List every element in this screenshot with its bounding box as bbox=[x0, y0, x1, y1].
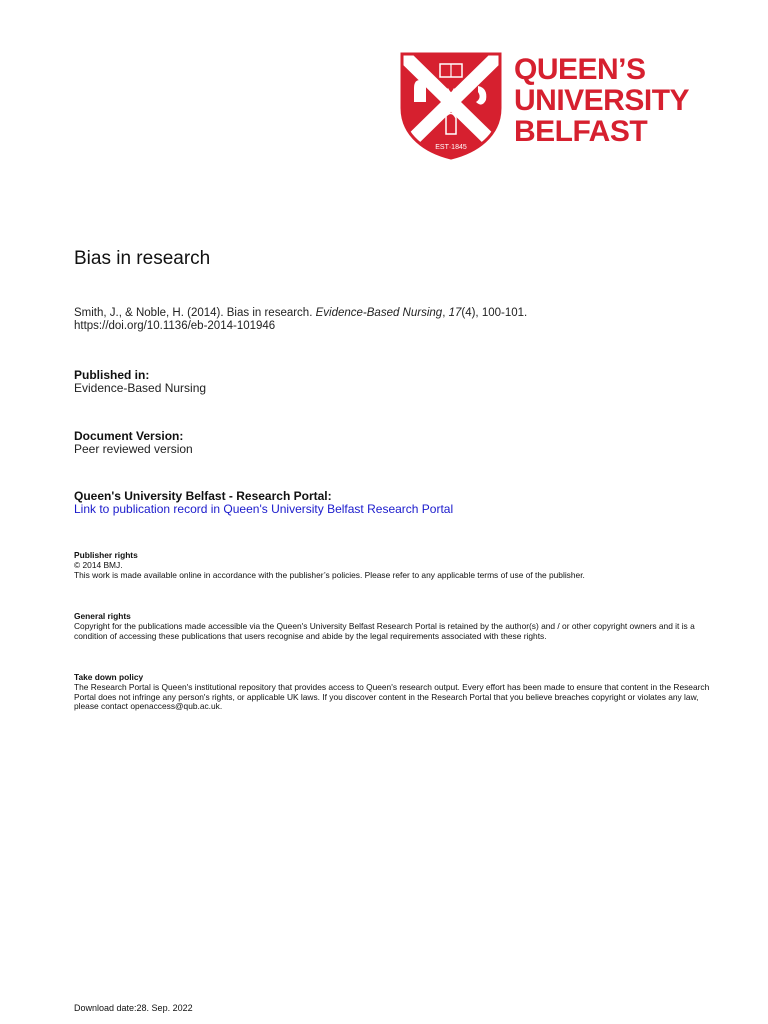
document-title: Bias in research bbox=[74, 248, 211, 269]
publisher-rights-heading: Publisher rights bbox=[74, 550, 138, 560]
general-rights-text: Copyright for the publications made accessible via the Queen's University Belfast Research Portal is retained by the author(s) and / or other copyright owners and it is a condition of accessing these publications that users recognise and abide by the legal requirements associated with these rights. bbox=[74, 620, 695, 641]
publisher-rights-text: This work is made available online in accordance with the publisher’s policies. Please refer to any applicable terms of use of the publisher. bbox=[74, 569, 585, 580]
publication-record-link[interactable]: Link to publication record in Queen's University Belfast Research Portal bbox=[74, 502, 454, 516]
wordmark-line1: QUEEN’S bbox=[514, 53, 646, 86]
download-date: Download date:28. Sep. 2022 bbox=[74, 1003, 193, 1013]
take-down-section bbox=[74, 673, 716, 712]
citation bbox=[74, 307, 674, 333]
citation-journal: Evidence-Based Nursing bbox=[315, 307, 443, 319]
general-rights-heading: General rights bbox=[74, 611, 131, 621]
citation-volume: 17 bbox=[448, 307, 462, 319]
published-in-section bbox=[74, 369, 206, 395]
take-down-text: The Research Portal is Queen's institutional repository that provides access to Queen's research output. Every effort has been made to ensure that content in the Research Portal does not infringe any person's rights, or applicable UK laws. If you discover content in the Research Portal that you believe breaches copyright or violates any law, please contact openaccess@qub.ac.uk. bbox=[74, 681, 710, 712]
citation-authors: Smith, J., & Noble, H. (2014). Bias in research. bbox=[74, 307, 316, 319]
citation-issue-pages: (4), 100-101. bbox=[461, 307, 528, 319]
wordmark-line2: UNIVERSITY bbox=[514, 84, 690, 117]
publisher-rights-copyright: © 2014 BMJ. bbox=[74, 559, 123, 570]
university-logo bbox=[400, 52, 720, 162]
take-down-heading: Take down policy bbox=[74, 672, 144, 682]
research-portal-section bbox=[74, 490, 453, 516]
document-version-heading: Document Version: bbox=[74, 429, 184, 443]
crest-est-text: EST·1845 bbox=[435, 144, 467, 151]
university-crest-icon bbox=[400, 52, 502, 160]
document-version-value: Peer reviewed version bbox=[74, 442, 193, 456]
published-in-value: Evidence-Based Nursing bbox=[74, 381, 207, 395]
citation-doi: https://doi.org/10.1136/eb-2014-101946 bbox=[74, 320, 276, 332]
general-rights-section bbox=[74, 612, 716, 641]
document-version-section bbox=[74, 430, 193, 456]
university-wordmark bbox=[514, 54, 689, 147]
citation-sep: , bbox=[442, 307, 449, 319]
research-portal-heading: Queen's University Belfast - Research Portal: bbox=[74, 489, 332, 503]
publisher-rights-section bbox=[74, 551, 716, 580]
published-in-heading: Published in: bbox=[74, 368, 150, 382]
wordmark-line3: BELFAST bbox=[514, 115, 648, 148]
